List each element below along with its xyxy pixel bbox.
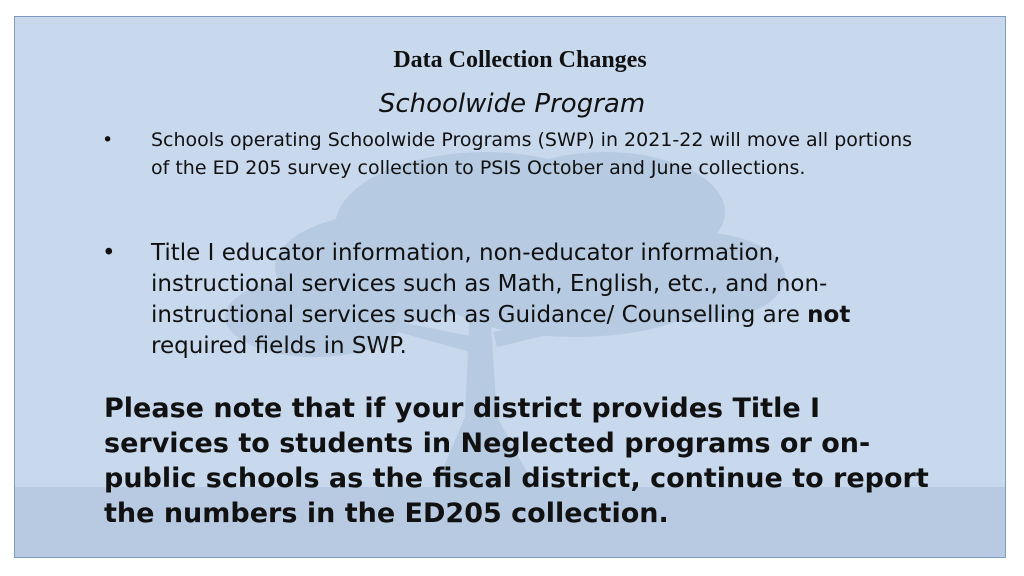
bullet-icon: • [102, 129, 114, 151]
bullet-icon: • [102, 240, 116, 266]
emphasis-text: not [807, 302, 851, 328]
bullet-text: Schools operating Schoolwide Programs (SWP) in 2021-22 will move all portions of the ED 205 survey collection to PSIS October and June collections. [151, 129, 913, 179]
bullet-text-end: required fields in SWP. [151, 333, 407, 359]
section-subtitle: Schoolwide Program [378, 89, 646, 119]
bullet-text [151, 238, 891, 362]
important-note: Please note that if your district provides Title I services to students in Neglected programs or on-public schools as the fiscal district, continue to report the numbers in the ED205 collection. [104, 393, 929, 529]
bullet-text-start: Title I educator information, non-educator information, instructional services such as Math, English, etc., and non-instructional services such as Guidance/ Counselling are [151, 240, 828, 328]
page-title: Data Collection Changes [393, 47, 647, 73]
